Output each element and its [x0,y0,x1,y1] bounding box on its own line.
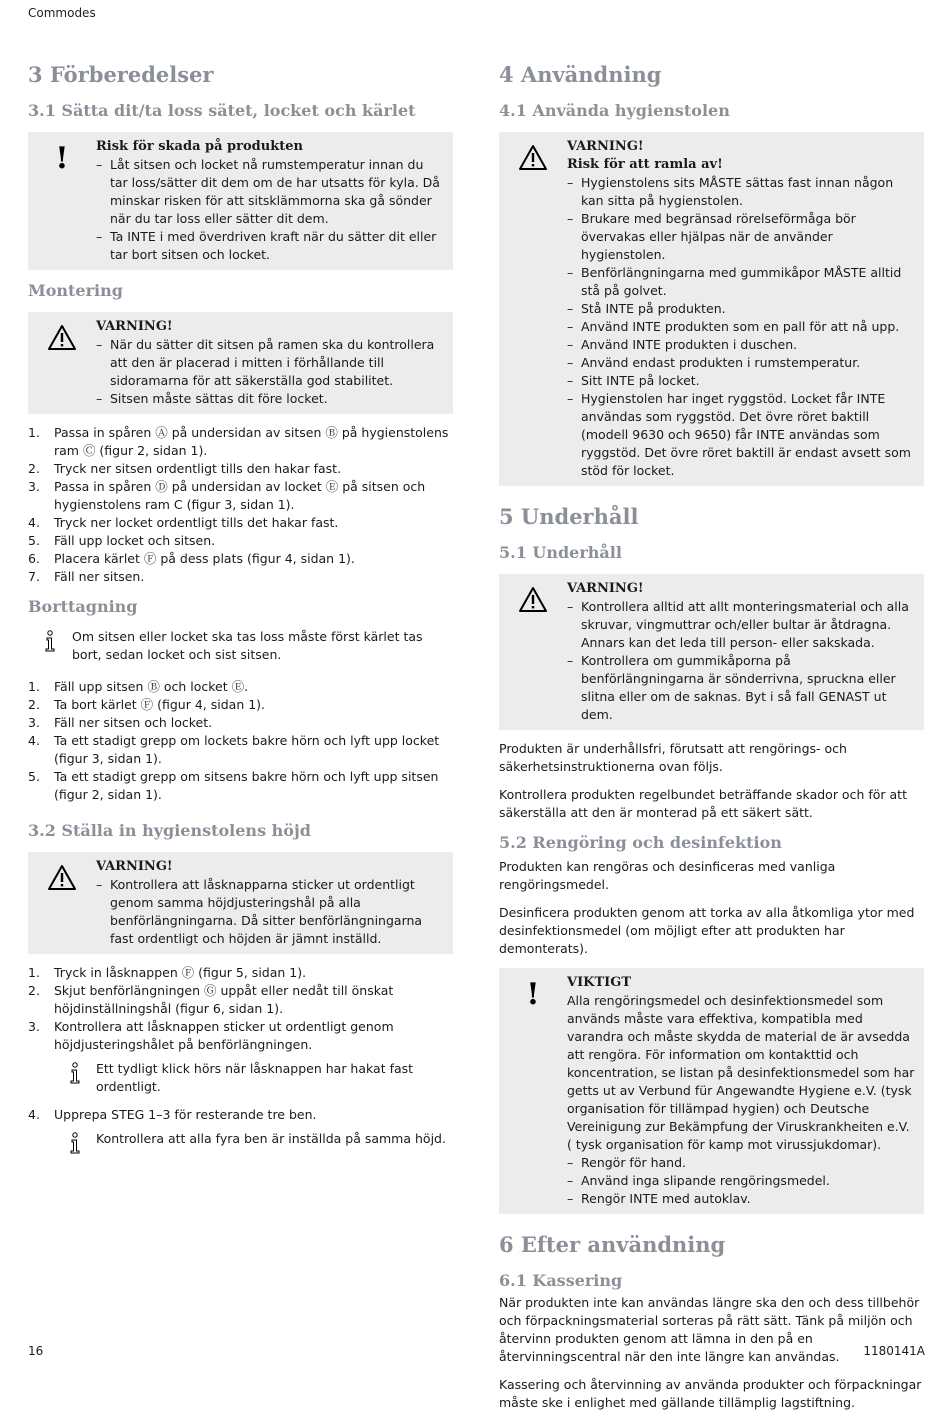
section-6-1-heading: 6.1 Kassering [499,1271,623,1290]
box-item: – Kontrollera om gummikåporna på benförlängningarna är sönderrivna, spruckna eller slitna eller om de saknas. Byt i så fall GENAST ut dem. [567,652,916,724]
mounting-steps [28,424,453,586]
step-item: 3. Kontrollera att låsknappen sticker ut ordentligt genom höjdjusteringshålet på benförlängningen. [28,1019,394,1052]
paragraph: Kassering och återvinning av använda produkter och förpackningar måste ske i enlighet med gällande tillämplig lagstiftning. [499,1377,922,1410]
step-item: 7. Fäll ner sitsen. [28,569,145,584]
box-item: – Hygienstolen har inget ryggstöd. Locket får INTE användas som ryggstöd. Det övre röret baktill (modell 9630 och 9650) får INTE användas som ryggstöd. Det övre röret baktill är endast avsett som stöd för locket. [567,390,916,480]
removal-steps [28,678,453,804]
box-item: – Sitsen måste sättas dit före locket. [96,390,445,408]
step-item: 1. Tryck in låsknappen Ⓕ (figur 5, sidan 1). [28,965,307,980]
chapter-4-heading: 4 Användning [499,62,662,87]
step-item: 3. Fäll ner sitsen och locket. [28,715,213,730]
warning-triangle-icon [47,324,77,351]
box-item: – Använd INTE produkten som en pall för att nå upp. [567,318,916,336]
document-code: 1180141A [863,1344,925,1358]
note-text: Ett tydligt klick hörs när låsknappen har hakat fast ordentligt. [96,1061,414,1094]
height-steps-continued [28,1106,453,1124]
box-title: VARNING! [567,581,644,596]
subheading-borttagning: Borttagning [28,597,138,616]
step-item: 4. Ta ett stadigt grepp om lockets bakre hörn och lyft upp locket (figur 3, sidan 1). [28,733,440,766]
box-item: – Kontrollera alltid att allt monteringsmaterial och alla skruvar, vingmuttrar och/eller bultar är åtdragna. Annars kan det leda till person- eller sakskada. [567,598,916,652]
paragraph: Produkten är underhållsfri, förutsatt att rengörings- och säkerhetsinstruktionerna ovan följs. [499,741,847,774]
step-item: 5. Fäll upp locket och sitsen. [28,533,216,548]
step-item: 1. Fäll upp sitsen Ⓑ och locket Ⓔ. [28,679,249,694]
step-item: 2. Skjut benförlängningen Ⓖ uppåt eller nedåt till önskat höjdinställningshål (figur 6, sidan 1). [28,983,394,1016]
page-number: 16 [28,1344,44,1358]
box-title: VARNING! [567,139,644,154]
info-icon [43,630,57,652]
info-icon [68,1062,82,1084]
box-item: – Använd inga slipande rengöringsmedel. [567,1172,916,1190]
exclamation-icon: ! [55,141,69,176]
box-item: – Benförlängningarna med gummikåpor MÅSTE alltid stå på golvet. [567,264,916,300]
paragraph: När produkten inte kan användas längre ska den och dess tillbehör och förpackningsmaterial sorteras på rätt sätt. Tänk på miljön och återvinn produkten genom att lämna in den på en återvinningscentral när den inte längre kan användas. [499,1295,920,1364]
note-text: Om sitsen eller locket ska tas loss måste först kärlet tas bort, sedan locket och sist sitsen. [72,629,423,662]
step-item: 4. Upprepa STEG 1–3 för resterande tre ben. [28,1107,317,1122]
info-note [28,628,453,664]
box-subtitle: Risk för att ramla av! [567,157,723,172]
box-item: – Sitt INTE på locket. [567,372,916,390]
chapter-3-heading: 3 Förberedelser [28,62,214,87]
step-item: 3. Passa in spåren Ⓓ på undersidan av locket Ⓔ på sitsen och hygienstolens ram C (figur 3, sidan 1). [28,479,426,512]
running-header: Commodes [28,6,96,20]
box-item: – Rengör för hand. [567,1154,916,1172]
section-3-1-heading: 3.1 Sätta dit/ta loss sätet, locket och kärlet [28,101,416,120]
section-4-1-heading: 4.1 Använda hygienstolen [499,101,730,120]
warning-triangle-icon [47,864,77,891]
warning-triangle-icon [518,586,548,613]
paragraph: Kontrollera produkten regelbundet beträffande skador och för att säkerställa att den är monterad på ett säkert sätt. [499,787,907,820]
step-item: 6. Placera kärlet Ⓕ på dess plats (figur 4, sidan 1). [28,551,355,566]
box-item: – Stå INTE på produkten. [567,300,916,318]
chapter-6-heading: 6 Efter användning [499,1232,726,1257]
step-item: 1. Passa in spåren Ⓐ på undersidan av sitsen Ⓑ på hygienstolens ram Ⓒ (figur 2, sidan 1). [28,425,449,458]
info-note [54,1130,453,1154]
box-item: – Brukare med begränsad rörelseförmåga bör övervakas eller hjälpas när de använder hygienstolen. [567,210,916,264]
box-item: – Ta INTE i med överdriven kraft när du sätter dit eller tar bort sitsen och locket. [96,228,445,264]
step-item: 4. Tryck ner locket ordentligt tills det hakar fast. [28,515,339,530]
important-box-cleaning [499,968,924,1214]
warning-triangle-icon [518,144,548,171]
info-note [54,1060,453,1096]
box-item: – Rengör INTE med autoklav. [567,1190,916,1208]
box-item: – När du sätter dit sitsen på ramen ska du kontrollera att den är placerad i mitten i förhållande till sidoramarna för att säkerställa god stabilitet. [96,336,445,390]
box-item: – Använd INTE produkten i duschen. [567,336,916,354]
section-3-2-heading: 3.2 Ställa in hygienstolens höjd [28,821,311,840]
left-column [28,58,453,1168]
warning-box-mounting [28,312,453,414]
box-title: VIKTIGT [567,975,631,990]
info-icon [68,1132,82,1154]
step-item: 2. Ta bort kärlet Ⓕ (figur 4, sidan 1). [28,697,266,712]
chapter-5-heading: 5 Underhåll [499,504,639,529]
section-5-1-heading: 5.1 Underhåll [499,543,622,562]
paragraph: Desinficera produkten genom att torka av alla åtkomliga ytor med desinfektionsmedel (om möjligt efter att produkten har demonterats). [499,905,915,956]
caution-box-product-damage [28,132,453,270]
box-body: Alla rengöringsmedel och desinfektionsmedel som används måste vara effektiva, kompatibla med varandra och måste skydda de material de är avsedda att rengöra. För information om kontakttid och koncentration, se listan på desinfektionsmedel som har getts ut av Verbund für Angewandte Hygiene e.V. (tysk organisation för tillämpad hygien) och Deutsche Vereinigung zur Bekämpfung der Viruskrankheiten e.V. ( tysk organisation för kamp mot virussjukdomar). [567,993,915,1152]
warning-box-height [28,852,453,954]
step-item: 5. Ta ett stadigt grepp om sitsens bakre hörn och lyft upp sitsen (figur 2, sidan 1). [28,769,439,802]
box-title: VARNING! [96,319,173,334]
paragraph: Produkten kan rengöras och desinficeras med vanliga rengöringsmedel. [499,859,836,892]
right-column [499,58,924,1422]
box-title: Risk för skada på produkten [96,139,303,154]
warning-box-usage [499,132,924,486]
box-item: – Hygienstolens sits MÅSTE sättas fast innan någon kan sitta på hygienstolen. [567,174,916,210]
step-item: 2. Tryck ner sitsen ordentligt tills den hakar fast. [28,461,342,476]
box-item: – Använd endast produkten i rumstemperatur. [567,354,916,372]
section-5-2-heading: 5.2 Rengöring och desinfektion [499,833,782,852]
warning-box-maintenance [499,574,924,730]
box-item: – Kontrollera att låsknapparna sticker ut ordentligt genom samma höjdjusteringshål på alla benförlängningarna. Då sitter benförlängningarna fast ordentligt och höjden är jämnt inställd. [96,876,445,948]
exclamation-icon: ! [526,977,540,1012]
box-title: VARNING! [96,859,173,874]
box-item: – Låt sitsen och locket nå rumstemperatur innan du tar loss/sätter dit dem om de har utsatts för kyla. Då minskar risken för att sitsklämmorna ska gå sönder när du tar loss eller sätter dit dem. [96,156,445,228]
note-text: Kontrollera att alla fyra ben är inställda på samma höjd. [96,1131,446,1146]
subheading-montering: Montering [28,281,123,300]
height-steps [28,964,453,1054]
